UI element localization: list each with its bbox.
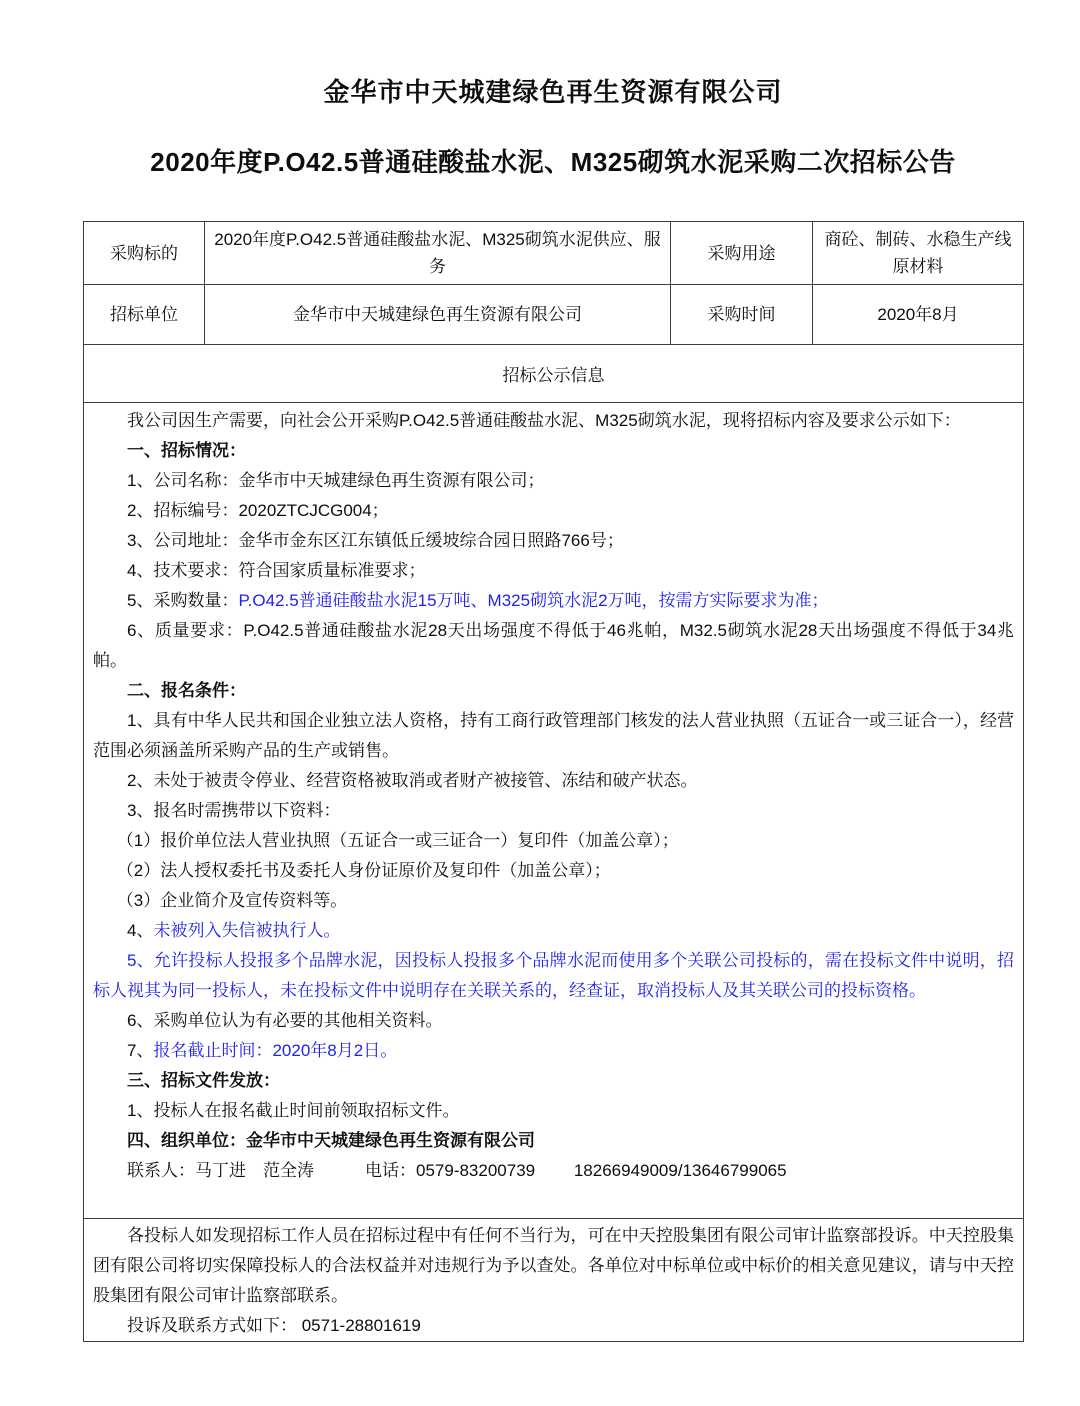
contact-line: 联系人：马丁进 范全涛 电话：0579-83200739 18266949009/13646799065: [127, 1161, 787, 1180]
complaint-hotline: 投诉及联系方式如下： 0571-28801619: [127, 1316, 421, 1335]
tender-info-section-header: 招标公示信息: [84, 345, 1024, 403]
table-row-body: [84, 403, 1024, 1219]
section4-heading: 四、组织单位：金华市中天城建绿色再生资源有限公司: [127, 1131, 535, 1150]
s1-item-purchase-quantity: [93, 586, 1014, 616]
purchase-subject-value: 2020年度P.O42.5普通硅酸盐水泥、M325砌筑水泥供应、服务: [205, 222, 671, 285]
document-title: 金华市中天城建绿色再生资源有限公司: [323, 77, 783, 107]
complaint-paragraph: 各投标人如发现招标工作人员在招标过程中有任何不当行为，可在中天控股集团有限公司审计监察部投诉。中天控股集团有限公司将切实保障投标人的合法权益并对违规行为予以查处。各单位对中标单位或中标价的相关意见建议，请与中天控股集团有限公司审计监察部联系。: [93, 1226, 1014, 1305]
s1-item-company-address: 3、公司地址：金华市金东区江东镇低丘缓坡综合园日照路766号；: [127, 531, 624, 550]
intro-paragraph: 我公司因生产需要，向社会公开采购P.O42.5普通硅酸盐水泥、M325砌筑水泥，现将招标内容及要求公示如下：: [127, 411, 961, 430]
s2-item-other-materials: 6、采购单位认为有必要的其他相关资料。: [127, 1011, 443, 1030]
s2-item-materials-3: （3）企业简介及宣传资料等。: [116, 891, 348, 910]
s2-item-materials-2: （2）法人授权委托书及委托人身份证原价及复印件（加盖公章）；: [116, 861, 611, 880]
tender-body-cell: [84, 403, 1024, 1219]
purchase-subject-label: 采购标的: [84, 222, 205, 285]
s1-item-company-name: 1、公司名称：金华市中天城建绿色再生资源有限公司；: [127, 471, 545, 490]
announcement-table: [83, 221, 1024, 1342]
s2-item-materials-1: （1）报价单位法人营业执照（五证合一或三证合一）复印件（加盖公章）；: [116, 831, 679, 850]
s2-item4-value: 未被列入失信被执行人。: [153, 921, 341, 940]
purchase-use-label: 采购用途: [671, 222, 813, 285]
s1-item5-value: P.O42.5普通硅酸盐水泥15万吨、M325砌筑水泥2万吨，按需方实际要求为准；: [238, 591, 829, 610]
s2-item7-value: 报名截止时间：2020年8月2日。: [153, 1041, 398, 1060]
s1-item-quality-requirement: 6、质量要求：P.O42.5普通硅酸盐水泥28天出场强度不得低于46兆帕，M32.5砌筑水泥28天出场强度不得低于34兆帕。: [93, 621, 1014, 670]
table-row-tender-unit: [84, 285, 1024, 345]
table-row-section-header: [84, 345, 1024, 403]
s2-item-multi-brand: 5、允许投标人投报多个品牌水泥，因投标人投报多个品牌水泥而使用多个关联公司投标的，需在投标文件中说明，招标人视其为同一投标人，未在投标文件中说明存在关联关系的，经查证，取消投标人及其关联公司的投标资格。: [93, 951, 1014, 1000]
section3-heading: 三、招标文件发放：: [127, 1071, 280, 1090]
section1-heading: 一、招标情况：: [127, 441, 246, 460]
s2-item4-label: 4、: [127, 921, 154, 940]
table-row-purchase-subject: [84, 222, 1024, 285]
section2-heading: 二、报名条件：: [127, 681, 246, 700]
document-subtitle: 2020年度P.O42.5普通硅酸盐水泥、M325砌筑水泥采购二次招标公告: [150, 147, 956, 177]
s2-item-materials: 3、报名时需携带以下资料：: [127, 801, 341, 820]
tender-unit-value: 金华市中天城建绿色再生资源有限公司: [205, 285, 671, 345]
s2-item-status: 2、未处于被责令停业、经营资格被取消或者财产被接管、冻结和破产状态。: [127, 771, 698, 790]
tender-unit-label: 招标单位: [84, 285, 205, 345]
s1-item-technical-requirement: 4、技术要求：符合国家质量标准要求；: [127, 561, 426, 580]
document-header: [83, 72, 1023, 179]
purchase-use-value: 商砼、制砖、水稳生产线原材料: [813, 222, 1024, 285]
s3-item-document-pickup: 1、投标人在报名截止时间前领取招标文件。: [127, 1101, 460, 1120]
s1-item5-label: 5、采购数量：: [127, 591, 239, 610]
complaint-cell: [84, 1219, 1024, 1342]
purchase-time-value: 2020年8月: [813, 285, 1024, 345]
s1-item-tender-number: 2、招标编号：2020ZTCJCG004；: [127, 501, 389, 520]
table-row-footer: [84, 1219, 1024, 1342]
purchase-time-label: 采购时间: [671, 285, 813, 345]
s2-item-credit: [93, 916, 1014, 946]
s2-item-deadline: [93, 1036, 1014, 1066]
s2-item7-label: 7、: [127, 1041, 154, 1060]
s2-item-legal-person: 1、具有中华人民共和国企业独立法人资格，持有工商行政管理部门核发的法人营业执照（五证合一或三证合一），经营范围必须涵盖所采购产品的生产或销售。: [93, 711, 1014, 760]
